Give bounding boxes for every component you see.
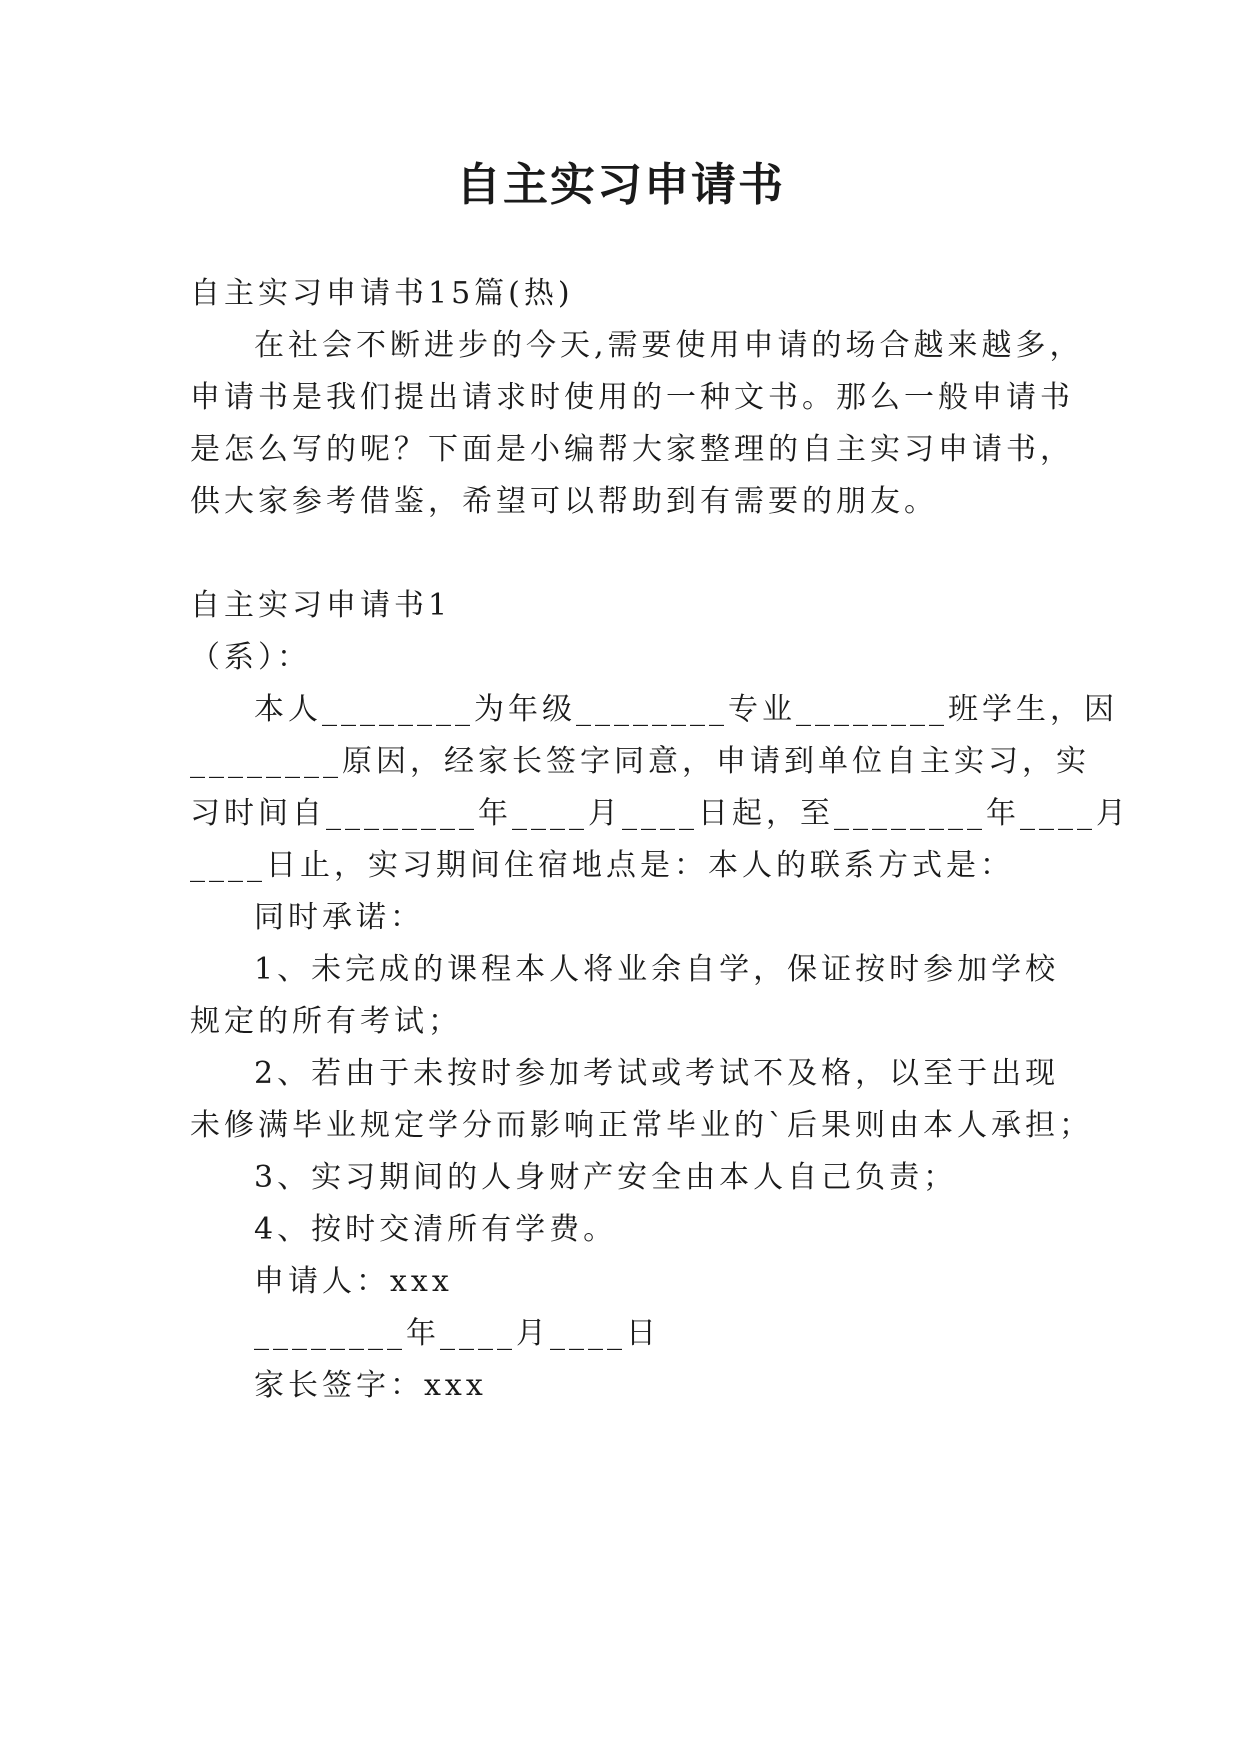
document-subtitle: 自主实习申请书15篇(热) (190, 276, 574, 311)
body-line: ____日止，实习期间住宿地点是：本人的联系方式是： (190, 848, 1014, 883)
promise-line: 1、未完成的课程本人将业余自学，保证按时参加学校 (254, 952, 1060, 987)
salutation: （系）： (190, 640, 311, 675)
signature-date: ________年____月____日 (254, 1316, 660, 1351)
promise-line: 2、若由于未按时参加考试或考试不及格，以至于出现 (254, 1056, 1060, 1091)
intro-line: 在社会不断进步的今天,需要使用申请的场合越来越多， (254, 328, 1084, 363)
document-title: 自主实习申请书 (455, 158, 785, 211)
body-line: 本人________为年级________专业________班学生，因 (254, 692, 1118, 727)
body-line: 习时间自________年____月____日起，至________年____月 (190, 796, 1130, 831)
intro-line: 申请书是我们提出请求时使用的一种文书。那么一般申请书 (190, 380, 1074, 415)
promise-intro: 同时承诺： (254, 900, 424, 935)
promise-line: 3、实习期间的人身财产安全由本人自己负责； (254, 1160, 958, 1195)
parent-signature: 家长签字：xxx (254, 1368, 487, 1403)
promise-line: 规定的所有考试； (190, 1004, 462, 1039)
promise-line: 4、按时交清所有学费。 (254, 1212, 618, 1247)
intro-line: 供大家参考借鉴，希望可以帮助到有需要的朋友。 (190, 484, 938, 519)
section-heading: 自主实习申请书1 (190, 588, 452, 623)
body-line: ________原因，经家长签字同意，申请到单位自主实习，实 (190, 744, 1090, 779)
intro-line: 是怎么写的呢？下面是小编帮大家整理的自主实习申请书， (190, 432, 1074, 467)
applicant-signature: 申请人：xxx (254, 1264, 453, 1299)
promise-line: 未修满毕业规定学分而影响正常毕业的`后果则由本人承担； (190, 1108, 1093, 1143)
